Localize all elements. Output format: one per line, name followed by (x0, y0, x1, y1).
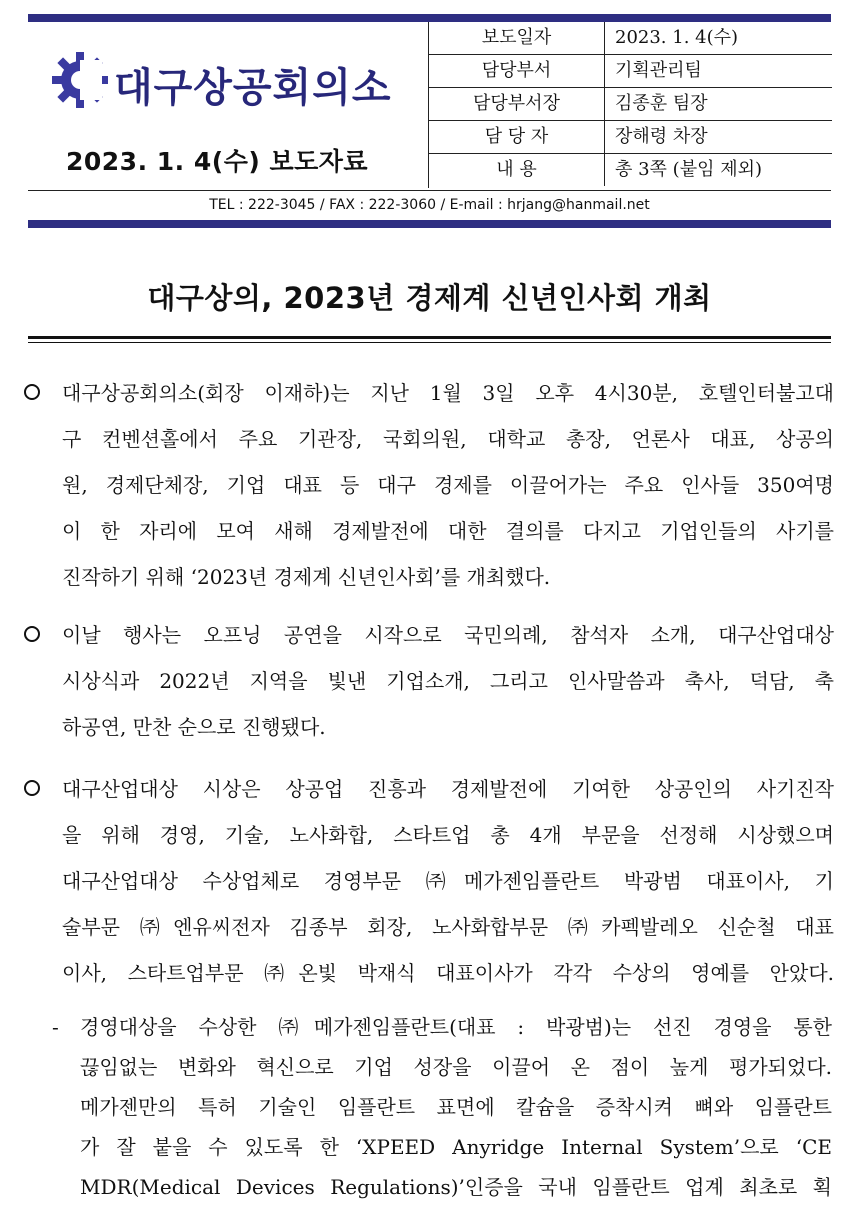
info-row-date (429, 22, 832, 55)
paragraph-1 (20, 370, 834, 600)
org-logo-text: 대구상공회의소 (114, 65, 392, 111)
paragraph-line: 시상식과 2022년 지역을 빛낸 기업소개, 그리고 인사말씀과 축사, 덕담, 축 (62, 669, 834, 693)
contact-line: TEL : 222-3045 / FAX : 222-3060 / E-mail : hrjang@hanmail.net (28, 190, 831, 221)
info-value: 장해령 차장 (615, 126, 708, 147)
info-row-department (429, 55, 832, 88)
paragraph-line: 대구산업대상 수상업체로 경영부문 ㈜메가젠임플란트 박광범 대표이사, 기 (62, 869, 834, 893)
headline-rule (28, 336, 831, 343)
paragraph-line: 하공연, 만찬 순으로 진행됐다. (62, 715, 326, 739)
paragraph-line: 구 컨벤션홀에서 주요 기관장, 국회의원, 대학교 총장, 언론사 대표, 상공의 (62, 427, 834, 451)
paragraph-line: 이 한 자리에 모여 새해 경제발전에 대한 결의를 다지고 기업인들의 사기를 (62, 519, 834, 543)
paragraph-line: 이날 행사는 오프닝 공연을 시작으로 국민의례, 참석자 소개, 대구산업대상 (62, 623, 834, 647)
release-date-title: 2023. 1. 4(수) 보도자료 (66, 147, 369, 176)
sub-paragraph-line: MDR(Medical Devices Regulations)’인증을 국내 임플란트 업계 최초로 획 (80, 1175, 832, 1199)
paragraph-3 (20, 766, 834, 996)
paragraph-line: 을 위해 경영, 기술, 노사화합, 스타트업 총 4개 부문을 선정해 시상했으며 (62, 823, 834, 847)
info-value: 기획관리팀 (615, 60, 702, 81)
info-label: 담 당 자 (429, 121, 605, 153)
paragraph-2 (20, 612, 834, 750)
sub-paragraph (52, 1004, 834, 1204)
paragraph-line: 원, 경제단체장, 기업 대표 등 대구 경제를 이끌어가는 주요 인사들 350여명 (62, 473, 834, 497)
info-label: 담당부서 (429, 55, 605, 87)
info-label: 보도일자 (429, 22, 605, 54)
paragraph-line: 대구산업대상 시상은 상공업 진흥과 경제발전에 기여한 상공인의 사기진작 (62, 777, 834, 801)
info-value: 김종훈 팀장 (615, 93, 708, 114)
logo-area (28, 22, 428, 176)
header-bottom-rule (28, 220, 831, 228)
info-label: 내 용 (429, 154, 605, 186)
press-header (28, 22, 831, 188)
info-row-content (429, 154, 832, 186)
sub-paragraph-line: 경영대상을 수상한 ㈜메가젠임플란트(대표 : 박광범)는 선진 경영을 통한 (80, 1015, 832, 1039)
dash-bullet: - (52, 1015, 59, 1039)
headline: 대구상의, 2023년 경제계 신년인사회 개최 (147, 281, 712, 315)
info-label: 담당부서장 (429, 88, 605, 120)
top-rule (28, 14, 831, 22)
info-row-contact-person (429, 121, 832, 154)
sub-paragraph-line: 메가젠만의 특허 기술인 임플란트 표면에 칼슘을 증착시켜 뼈와 임플란트 (80, 1095, 832, 1119)
info-value: 2023. 1. 4(수) (615, 27, 739, 48)
paragraph-line: 술부문 ㈜엔유씨전자 김종부 회장, 노사화합부문 ㈜카펙발레오 신순철 대표 (62, 915, 834, 939)
sub-paragraph-line: 가 잘 붙을 수 있도록 한 ‘XPEED Anyridge Internal System’으로 ‘CE (80, 1135, 832, 1159)
info-row-department-head (429, 88, 832, 121)
paragraph-line: 이사, 스타트업부문 ㈜온빛 박재식 대표이사가 각각 수상의 영예를 안았다. (62, 961, 834, 985)
paragraph-line: 대구상공회의소(회장 이재하)는 지난 1월 3일 오후 4시30분, 호텔인터불고대 (62, 381, 834, 405)
info-table (428, 22, 832, 188)
gear-logo-icon (52, 52, 108, 108)
paragraph-line: 진작하기 위해 ‘2023년 경제계 신년인사회’를 개최했다. (62, 565, 551, 589)
sub-paragraph-line: 끊임없는 변화와 혁신으로 기업 성장을 이끌어 온 점이 높게 평가되었다. (80, 1055, 832, 1079)
info-value: 총 3쪽 (붙임 제외) (615, 159, 762, 180)
